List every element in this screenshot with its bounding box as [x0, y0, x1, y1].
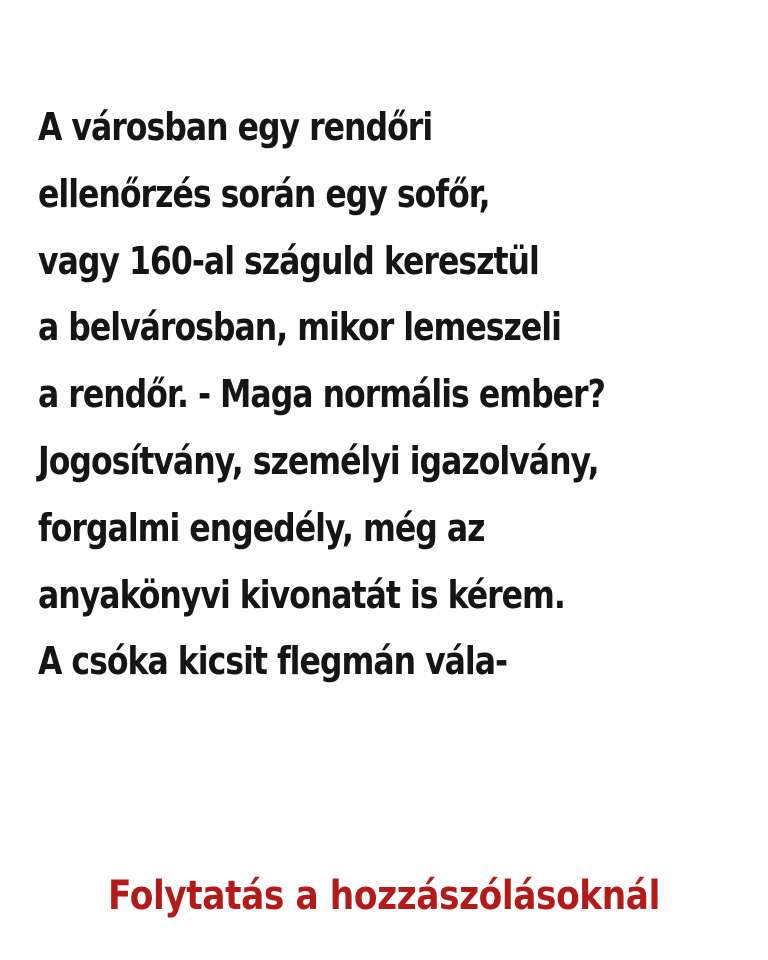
story-text	[38, 94, 758, 695]
continue-in-comments-text: Folytatás a hozzászólásoknál	[108, 873, 660, 919]
story-line: a rendőr. - Maga normális ember?	[38, 372, 605, 417]
story-line: A városban egy rendőri	[38, 105, 433, 149]
story-line: A csóka kicsit flegmán vála-	[38, 639, 508, 684]
story-line: vagy 160-al száguld keresztül	[38, 238, 539, 283]
story-line: a belvárosban, mikor lemeszeli	[38, 305, 561, 350]
story-line: ellenőrzés során egy sofőr,	[38, 171, 490, 216]
story-line: Jogosítvány, személyi igazolvány,	[38, 438, 599, 483]
story-line: anyakönyvi kivonatát is kérem.	[38, 572, 565, 617]
story-line: forgalmi engedély, még az	[38, 505, 485, 550]
